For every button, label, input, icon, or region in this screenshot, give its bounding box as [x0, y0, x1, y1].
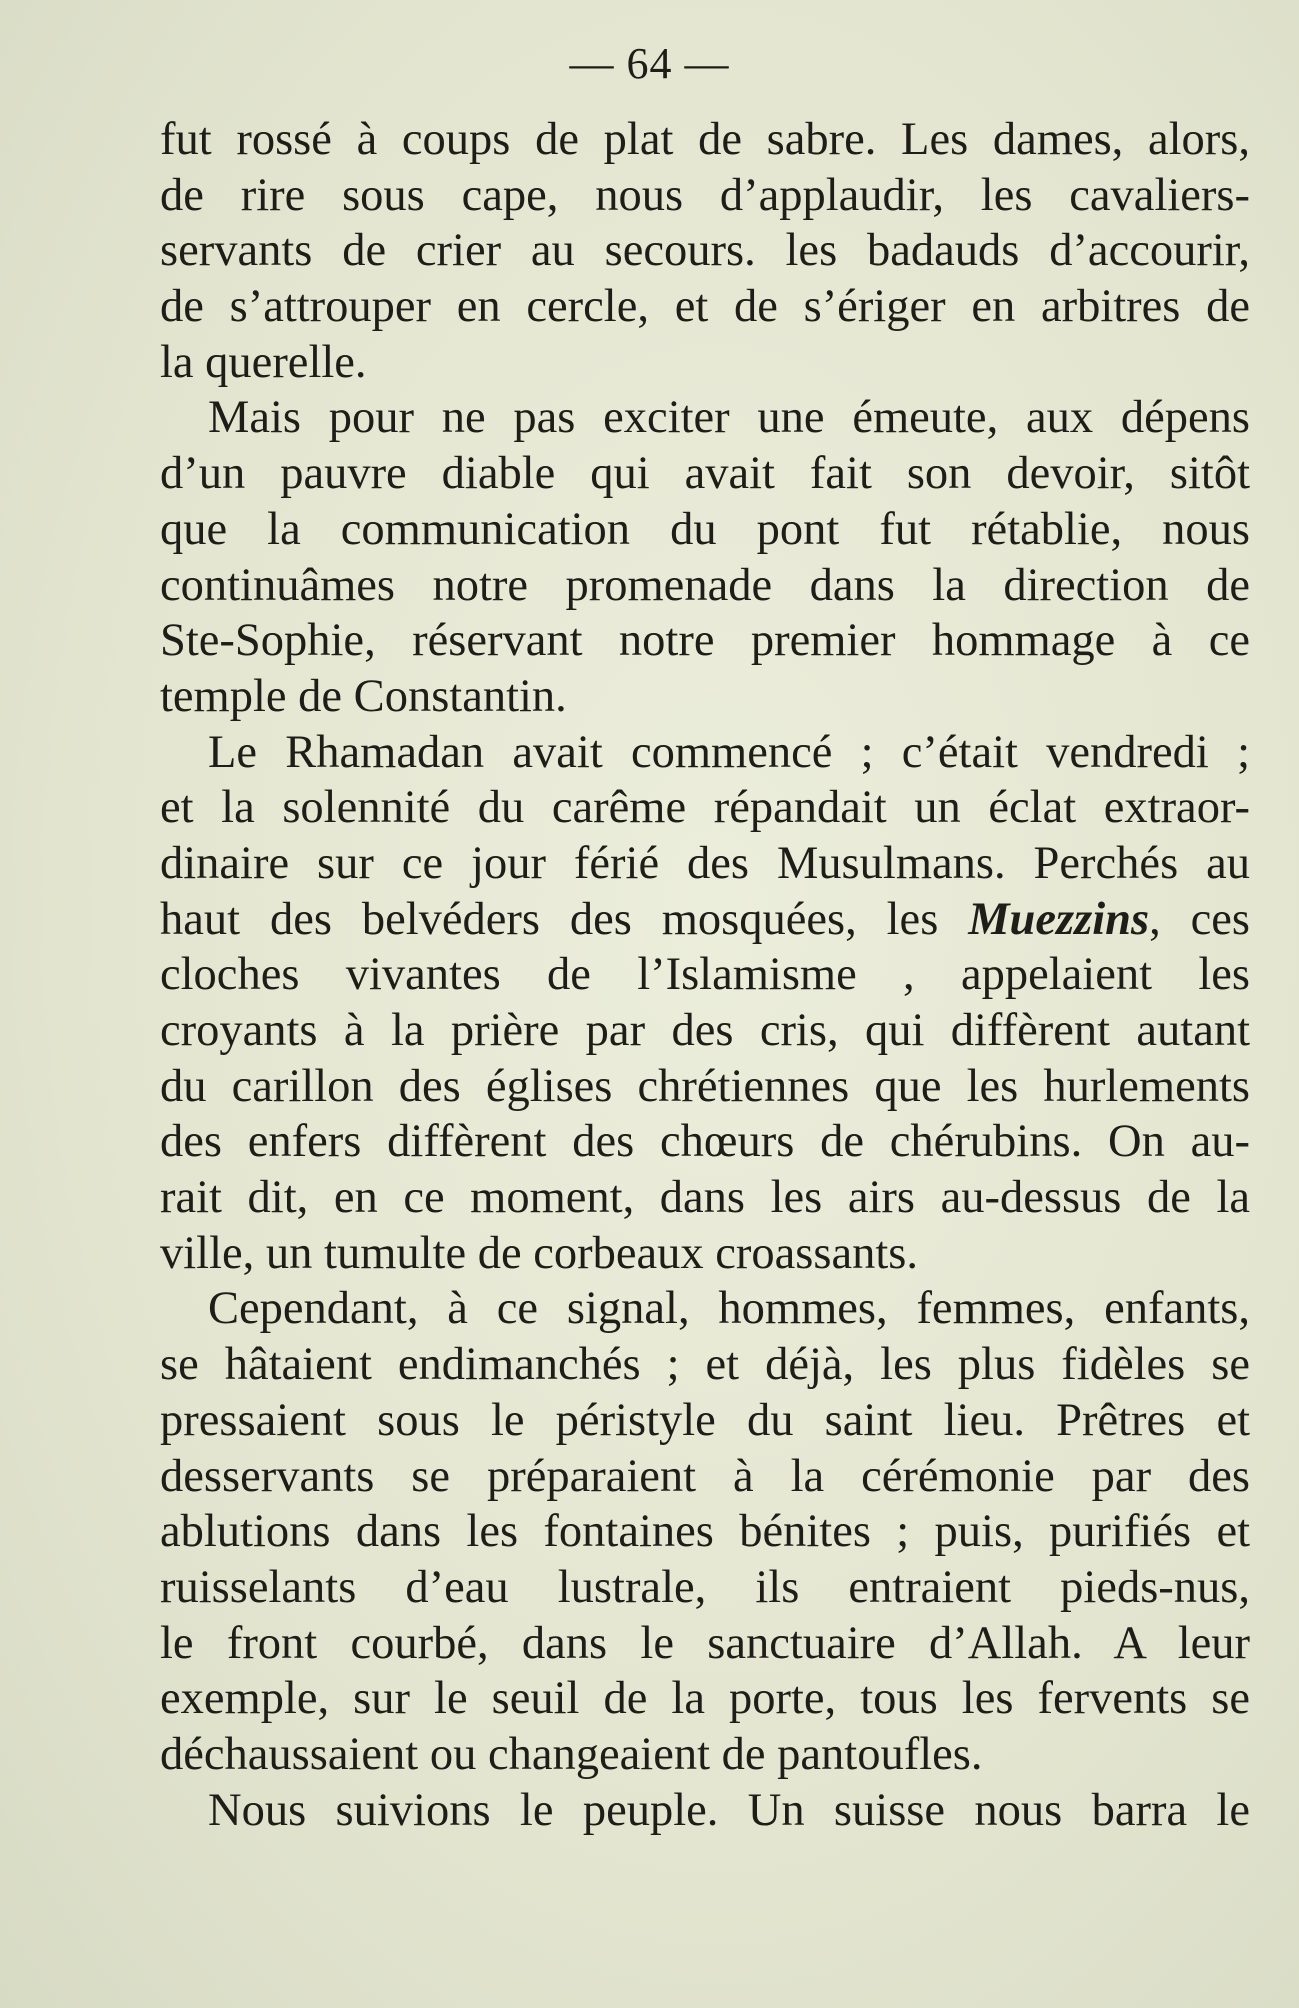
text-line: ruisselants d’eau lustrale, ils entraient pieds-nus, [160, 1561, 1250, 1613]
text-line: déchaussaient ou changeaient de pantoufles. [160, 1728, 983, 1780]
body-text [160, 112, 1250, 1838]
text-line: desservants se préparaient à la cérémonie par des [160, 1450, 1250, 1502]
text-line: ville, un tumulte de corbeaux croassants. [160, 1227, 918, 1279]
text-line: rait dit, en ce moment, dans les airs au-dessus de la [160, 1172, 1250, 1224]
text-line: des enfers diffèrent des chœurs de chérubins. On au- [160, 1116, 1250, 1168]
text-line: dinaire sur ce jour férié des Musulmans. Perchés au [160, 837, 1250, 889]
text-line: du carillon des églises chrétiennes que les hurlements [160, 1060, 1250, 1112]
text-line: continuâmes notre promenade dans la direction de [160, 559, 1250, 611]
text-line: fut rossé à coups de plat de sabre. Les dames, alors, [160, 114, 1250, 165]
text-line: Nous suivions le peuple. Un suisse nous barra le [208, 1784, 1250, 1836]
text-line: la querelle. [160, 336, 367, 388]
text-line: et la solennité du carême répandait un éclat extraor- [160, 782, 1250, 834]
text-line: exemple, sur le seuil de la porte, tous les fervents se [160, 1673, 1250, 1725]
text-line: se hâtaient endimanchés ; et déjà, les plus fidèles se [160, 1339, 1250, 1391]
page-number: — 64 — [569, 39, 730, 88]
text-line: que la communication du pont fut rétablie, nous [160, 503, 1250, 555]
text-line: pressaient sous le péristyle du saint lieu. Prêtres et [160, 1394, 1250, 1446]
italic-term: Muezzins [968, 893, 1150, 945]
text-line: Ste-Sophie, réservant notre premier hommage à ce [160, 615, 1250, 667]
text-line: le front courbé, dans le sanctuaire d’Allah. A leur [160, 1617, 1250, 1669]
text-line: servants de crier au secours. les badauds d’accourir, [160, 225, 1250, 277]
text-line: temple de Constantin. [160, 670, 567, 722]
text-line: cloches vivantes de l’Islamisme , appelaient les [160, 949, 1250, 1001]
text-line: croyants à la prière par des cris, qui diffèrent autant [160, 1005, 1250, 1056]
text-segment: , ces [1149, 893, 1250, 945]
text-line: de s’attrouper en cercle, et de s’ériger en arbitres de [160, 281, 1250, 333]
text-line [160, 892, 1250, 948]
text-line: Mais pour ne pas exciter une émeute, aux dépens [208, 392, 1250, 444]
text-line: d’un pauvre diable qui avait fait son devoir, sitôt [160, 448, 1250, 500]
text-line: Le Rhamadan avait commencé ; c’était vendredi ; [208, 726, 1250, 778]
text-segment: haut des belvéders des mosquées, les [160, 893, 969, 945]
text-line: Cependant, à ce signal, hommes, femmes, enfants, [208, 1283, 1250, 1335]
text-line: ablutions dans les fontaines bénites ; puis, purifiés et [160, 1506, 1250, 1558]
text-line: de rire sous cape, nous d’applaudir, les cavaliers- [160, 169, 1250, 221]
